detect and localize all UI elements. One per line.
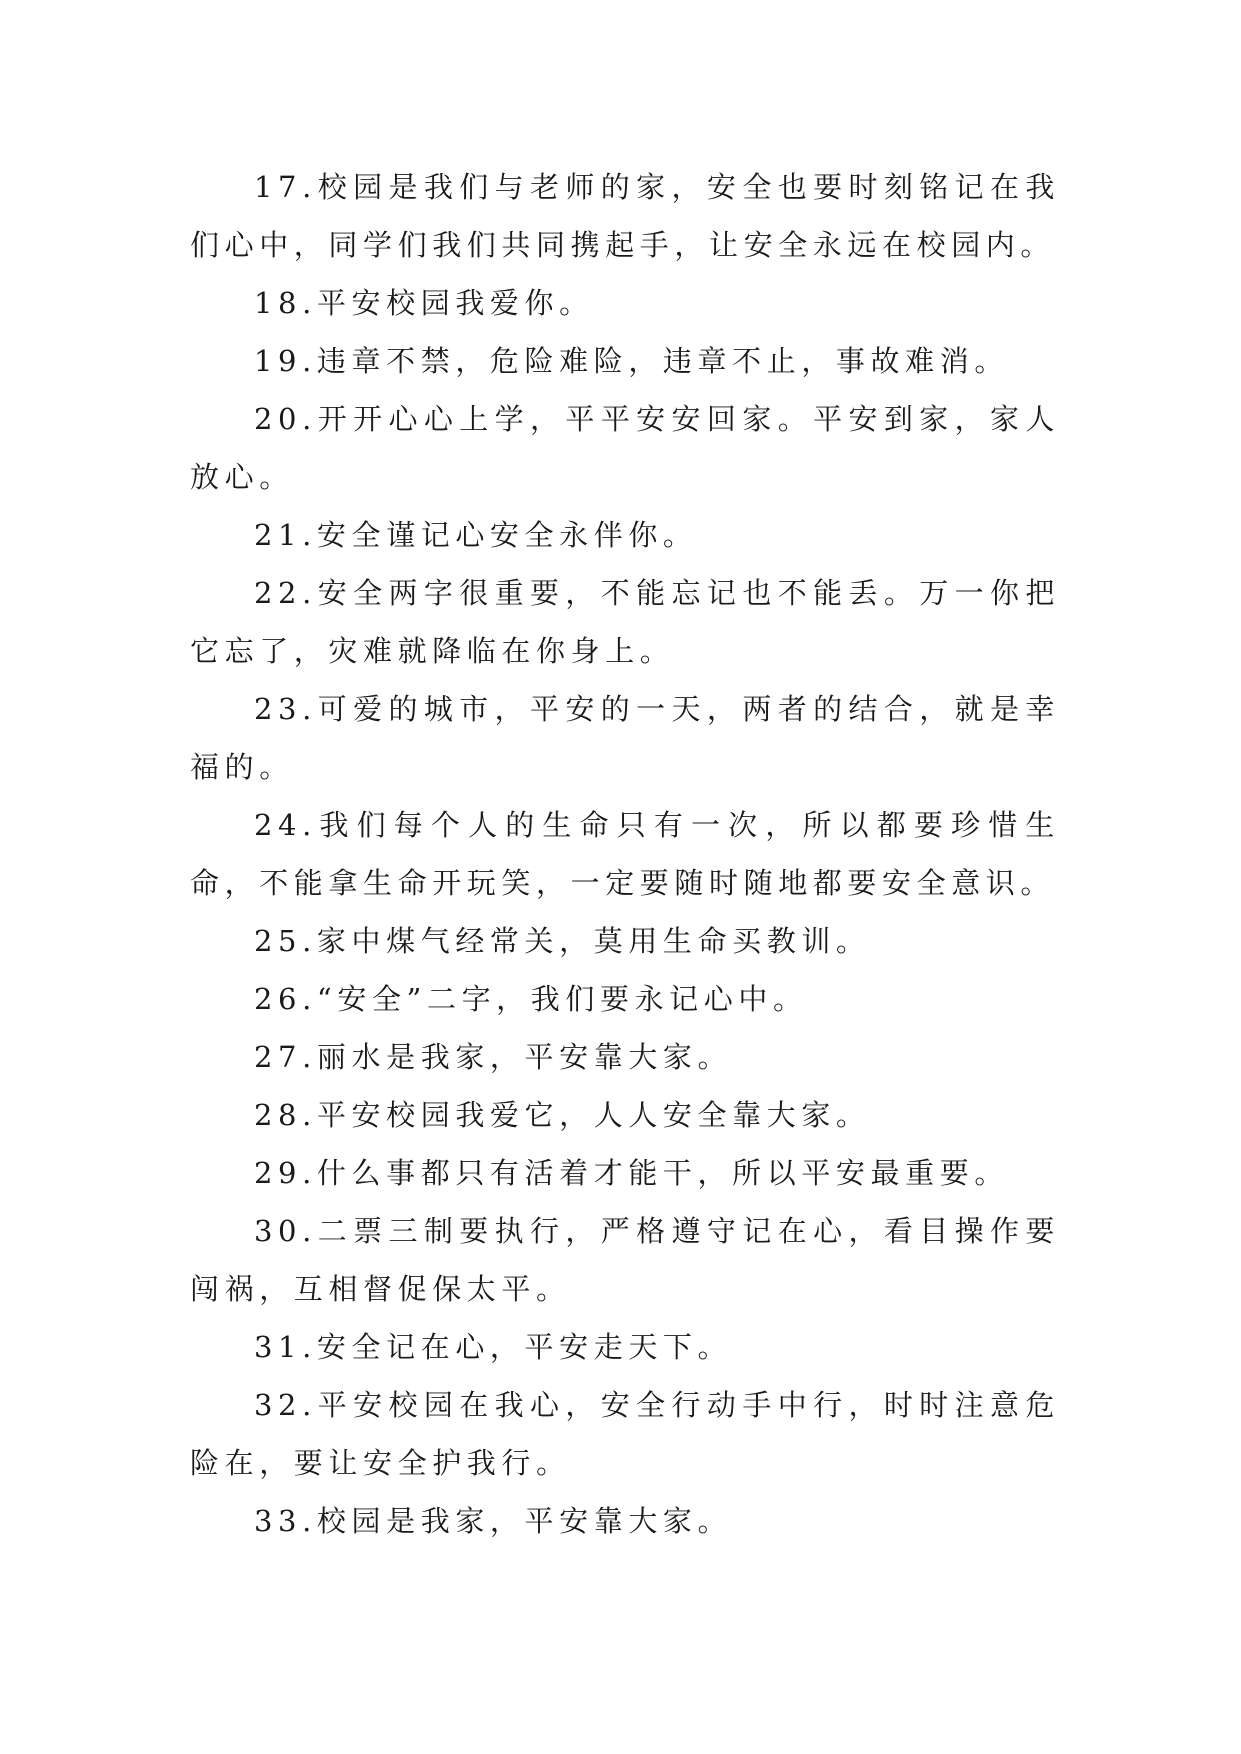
paragraph-26: 26.“安全”二字，我们要永记心中。 <box>254 982 808 1016</box>
paragraph-28: 28.平安校园我爱它，人人安全靠大家。 <box>254 1098 871 1132</box>
paragraph-19: 19.违章不禁，危险难险，违章不止，事故难消。 <box>254 344 1009 378</box>
paragraph-21: 21.安全谨记心安全永伴你。 <box>254 518 698 552</box>
paragraph-17: 17.校园是我们与老师的家，安全也要时刻铭记在我们心中，同学们我们共同携起手，让安全永远在校园内。 <box>190 170 1060 262</box>
paragraph-32: 32.平安校园在我心，安全行动手中行，时时注意危险在，要让安全护我行。 <box>190 1388 1060 1480</box>
paragraph-31: 31.安全记在心，平安走天下。 <box>254 1330 733 1364</box>
paragraph-24: 24.我们每个人的生命只有一次，所以都要珍惜生命，不能拿生命开玩笑，一定要随时随地都要安全意识。 <box>190 808 1060 900</box>
paragraph-25: 25.家中煤气经常关，莫用生命买教训。 <box>254 924 871 958</box>
paragraph-30: 30.二票三制要执行，严格遵守记在心，看目操作要闯祸，互相督促保太平。 <box>190 1214 1060 1306</box>
paragraph-22: 22.安全两字很重要，不能忘记也不能丢。万一你把它忘了，灾难就降临在你身上。 <box>190 576 1060 668</box>
paragraph-18: 18.平安校园我爱你。 <box>254 286 594 320</box>
paragraph-20: 20.开开心心上学，平平安安回家。平安到家，家人放心。 <box>190 402 1060 494</box>
document-body <box>190 158 1060 1550</box>
paragraph-27: 27.丽水是我家，平安靠大家。 <box>254 1040 733 1074</box>
paragraph-23: 23.可爱的城市，平安的一天，两者的结合，就是幸福的。 <box>190 692 1060 784</box>
paragraph-29: 29.什么事都只有活着才能干，所以平安最重要。 <box>254 1156 1009 1190</box>
paragraph-33: 33.校园是我家，平安靠大家。 <box>254 1504 733 1538</box>
